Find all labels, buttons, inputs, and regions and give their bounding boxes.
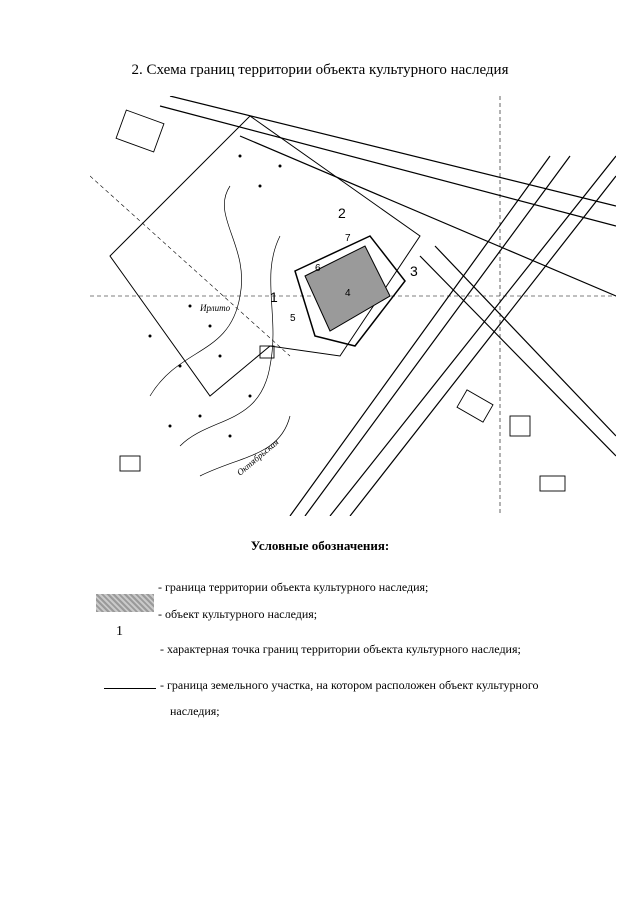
legend-point-symbol: 1 [116,624,123,639]
legend-parcel-line [104,688,156,689]
legend-item-parcel-boundary-cont: наследия; [170,704,220,718]
point-label-4: 4 [345,288,351,299]
point-label-3: 3 [410,263,418,279]
page-title: 2. Схема границ территории объекта культурного наследия [131,62,509,78]
point-label-2: 2 [338,205,346,221]
legend-heritage-swatch [96,594,154,612]
legend-item-characteristic-point: - характерная точка границ территории объекта культурного наследия; [160,642,521,656]
legend-title: Условные обозначения: [250,538,390,553]
site-plan-map [90,96,616,516]
point-label-6: 6 [315,263,321,274]
point-label-5: 5 [290,313,296,324]
legend-item-parcel-boundary: - граница земельного участка, на котором расположен объект культурного [160,678,539,692]
point-label-1: 1 [270,289,278,305]
legend-item-heritage-object: - объект культурного наследия; [158,607,318,621]
area-label: Ирлито [200,303,231,313]
point-label-7: 7 [345,233,351,244]
street-label: Октябрьская [234,436,281,478]
legend-item-territory-boundary: - граница территории объекта культурного наследия; [158,580,429,594]
